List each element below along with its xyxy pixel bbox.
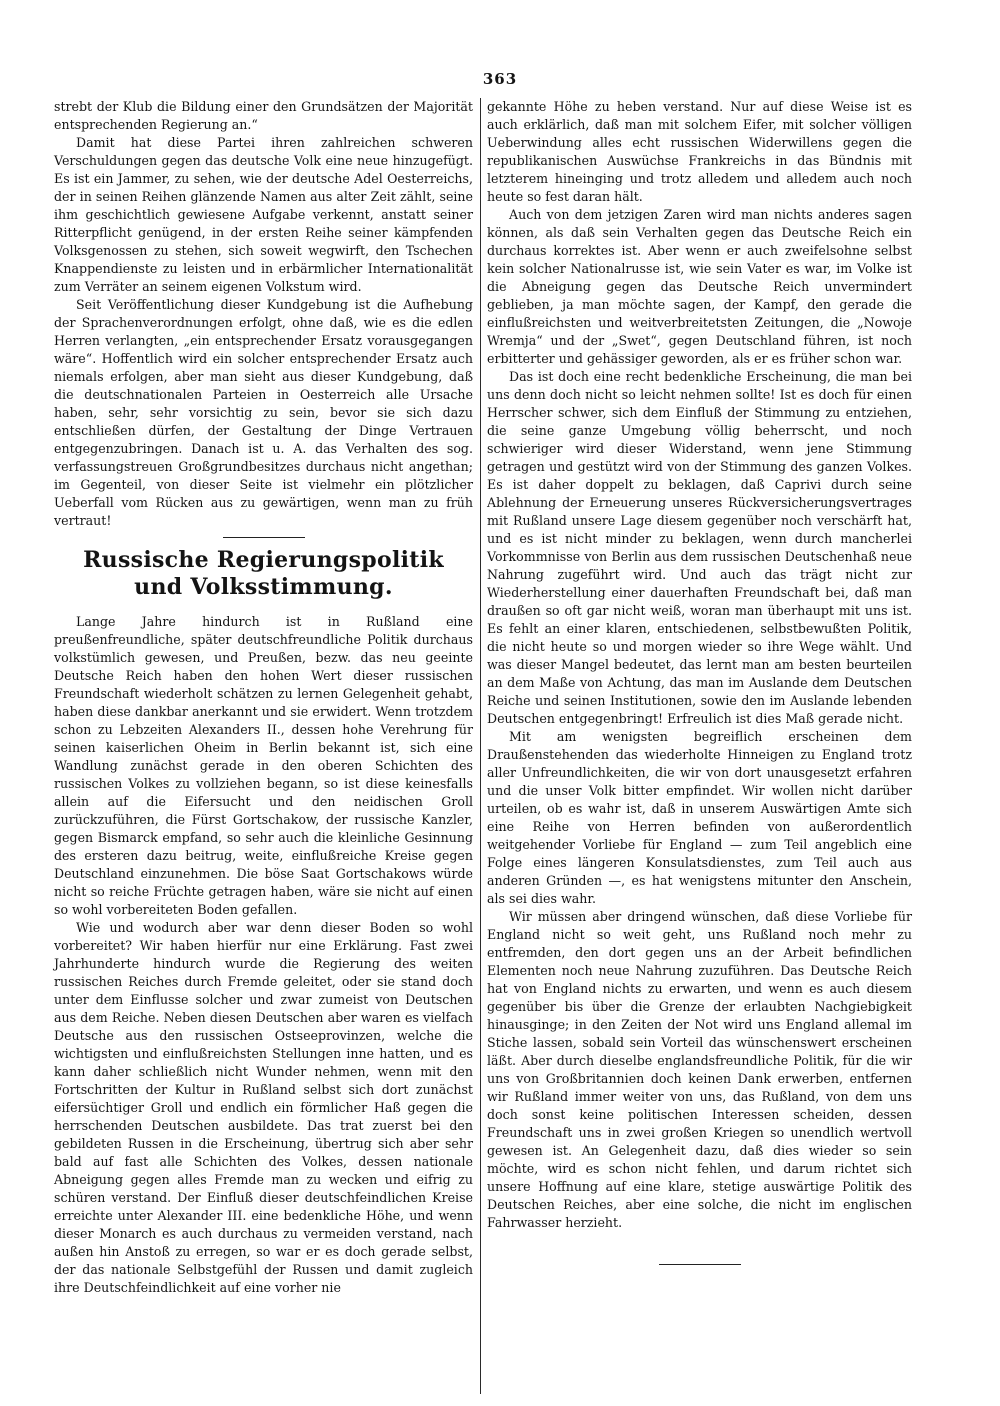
- body-paragraph: Mit am wenigsten begreiflich erscheinen dem Draußenstehenden das wiederholte Hinneigen zu England trotz aller Unfreundlichkeiten, die wir von dort unausgesetzt erfahren und die unser Volk bitter empfindet. Wir wollen nicht darüber urteilen, ob es wahr ist, daß in unserem Auswärtigen Amte sich eine Reihe von Herren befinden von außerordentlich weitgehender Vorliebe für England — zum Teil angeblich eine Folge eines längeren Konsulatsdienstes, zum Teil auch aus anderen Gründen —, es hat wenigstens mitunter den Anschein, als sei dies wahr.: [487, 729, 912, 906]
- article-title: [54, 547, 473, 601]
- continued-paragraph: strebt der Klub die Bildung einer den Grundsätzen der Majorität entsprechenden Regierung an.“: [54, 99, 473, 132]
- left-column: [54, 98, 473, 1297]
- section-separator: [223, 537, 305, 538]
- body-paragraph: Seit Veröffentlichung dieser Kundgebung ist die Aufhebung der Sprachenverordnungen erfolgt, ohne daß, wie es die edlen Herren verlangten, „ein entsprechender Ersatz vorausgegangen wäre“. Hoffentlich wird ein solcher entsprechender Ersatz auch niemals erfolgen, aber man sieht aus dieser Kundgebung, daß die deutschnationalen Parteien in Oesterreich alle Ursache haben, sehr, sehr vorsichtig zu sein, bevor sie sich dazu entschließen dürfen, der Gestaltung der Dinge Vertrauen entgegenzubringen. Danach ist u. A. das Verhalten des sog. verfassungstreuen Großgrundbesitzes durchaus nicht angethan; im Gegenteil, von dieser Seite ist vielmehr ein plötzlicher Ueberfall vom Rücken aus zu gewärtigen, wenn man zu früh vertraut!: [54, 297, 473, 528]
- page-number: 363: [482, 70, 518, 88]
- right-column: [487, 98, 912, 1265]
- end-separator: [659, 1264, 741, 1265]
- body-paragraph: Lange Jahre hindurch ist in Rußland eine preußenfreundliche, später deutschfreundliche Politik durchaus volkstümlich gewesen, und Preußen, bezw. das neu geeinte Deutsche Reich haben den hohen Wert dieser russischen Freundschaft wiederholt schätzen zu lernen Gelegenheit gehabt, haben diese dankbar anerkannt und sie erwidert. Wenn trotzdem schon zu Lebzeiten Alexanders II., dessen hohe Verehrung für seinen kaiserlichen Oheim in Berlin bekannt ist, sich eine Wandlung zunächst gerade in den oberen Schichten des russischen Volkes zu vollziehen begann, so ist diese keinesfalls allein auf die Eifersucht und den neidischen Groll zurückzuführen, die Fürst Gortschakow, der russische Kanzler, gegen Bismarck empfand, so sehr auch die kleinliche Gesinnung des ersteren dazu beitrug, weite, einflußreiche Kreise gegen Deutschland einzunehmen. Die böse Saat Gortschakows würde nicht so reiche Früchte getragen haben, wäre sie nicht auf einen so wohl vorbereiteten Boden gefallen.: [54, 614, 473, 917]
- body-paragraph: Auch von dem jetzigen Zaren wird man nichts anderes sagen können, als daß sein Verhalten gegen das Deutsche Reich ein durchaus korrektes ist. Aber wenn er auch zweifelsohne selbst kein solcher Nationalrusse ist, wie sein Vater es war, im Volke ist die Abneigung gegen das Deutsche Reich unvermindert geblieben, ja man möchte sagen, der Kampf, den gerade die einflußreichsten und weitverbreitetsten Zeitungen, die „Nowoje Wremja“ und der „Swet“, gegen Deutschland führen, ist noch erbitterter und gehässiger geworden, als er es früher schon war.: [487, 207, 912, 366]
- body-paragraph: Wie und wodurch aber war denn dieser Boden so wohl vorbereitet? Wir haben hierfür nur eine Erklärung. Fast zwei Jahrhunderte hindurch wurde die Regierung des weiten russischen Reiches durch Fremde geleitet, oder sie stand doch unter dem Einflusse solcher und zwar zumeist von Deutschen aus dem Reiche. Neben diesen Deutschen aber waren es vielfach Deutsche aus den russischen Ostseeprovinzen, welche die wichtigsten und einflußreichsten Stellungen inne hatten, und es kann daher schließlich nicht Wunder nehmen, wenn mit den Fortschritten der Kultur in Rußland selbst sich dort zunächst eifersüchtiger Groll und endlich ein förmlicher Haß gegen die herrschenden Deutschen ausbildete. Das trat zuerst bei den gebildeten Russen in die Erscheinung, übertrug sich aber sehr bald auf fast alle Schichten des Volkes, dessen nationale Abneigung gegen alles Fremde man zu wecken und eifrig zu schüren verstand. Der Einfluß dieser deutschfeindlichen Kreise erreichte unter Alexander III. eine bedenkliche Höhe, und wenn dieser Monarch es auch durchaus zu vermeiden verstand, nach außen hin Anstoß zu erregen, so war er es doch gerade selbst, der das nationale Selbstgefühl der Russen und damit zugleich ihre Deutschfeindlichkeit auf eine vorher nie: [54, 920, 473, 1295]
- continued-paragraph: gekannte Höhe zu heben verstand. Nur auf diese Weise ist es auch erklärlich, daß man mit solchem Eifer, mit solcher völligen Ueberwindung alles echt russischen Widerwillens gegen die republikanischen Auswüchse Frankreichs in das Bündnis mit letzterem hineinging und trotz alledem und alledem auch noch heute so fest daran hält.: [487, 99, 912, 204]
- body-paragraph: Wir müssen aber dringend wünschen, daß diese Vorliebe für England nicht so weit geht, uns Rußland noch mehr zu entfremden, den dort gegen uns an der Arbeit befindlichen Elementen noch neue Nahrung zuzuführen. Das Deutsche Reich hat von England nichts zu erwarten, und wenn es auch diesem gegenüber bis über die Grenze der erlaubten Nachgiebigkeit hinausginge; in den Zeiten der Not wird uns England allemal im Stiche lassen, sobald sein Vorteil das wünschenswert erscheinen läßt. Aber durch dieselbe englandsfreundliche Politik, für die wir uns von Großbritannien doch keinen Dank erwerben, entfernen wir Rußland immer weiter von uns, das Rußland, von dem uns doch sonst keine politischen Interessen scheiden, dessen Freundschaft uns in zwei großen Kriegen so unendlich wertvoll gewesen ist. An Gelegenheit dazu, daß dies wieder so sein möchte, wird es schon nicht fehlen, und darum richtet sich unsere Hoffnung auf eine klare, stetige auswärtige Politik des Deutschen Reiches, aber eine solche, die nicht im englischen Fahrwasser herzieht.: [487, 909, 912, 1230]
- body-paragraph: Damit hat diese Partei ihren zahlreichen schweren Verschuldungen gegen das deutsche Volk eine neue hinzugefügt. Es ist ein Jammer, zu sehen, wie der deutsche Adel Oesterreichs, der in seinen Reihen glänzende Namen aus alter Zeit zählt, seine ihm geschichtlich gewiesene Aufgabe verkennt, anstatt seiner Ritterpflicht genügend, in der ersten Reihe seiner kämpfenden Volksgenossen zu stehen, sich soweit wegwirft, den Tschechen Knappendienste zu leisten und in erbärmlicher Internationalität zum Verräter an seinem eigenen Volkstum wird.: [54, 135, 473, 294]
- column-divider: [480, 98, 481, 1394]
- article-title-line: und Volksstimmung.: [134, 574, 393, 600]
- body-paragraph: Das ist doch eine recht bedenkliche Erscheinung, die man bei uns denn doch nicht so leicht nehmen sollte! Ist es doch für einen Herrscher schwer, sich dem Einfluß der Stimmung zu entziehen, die seine ganze Umgebung völlig beherrscht, und noch schwieriger wird dieser Widerstand, wenn jene Stimmung getragen und gestützt wird von der Stimmung des ganzen Volkes. Es ist daher doppelt zu beklagen, daß Caprivi durch seine Ablehnung der Erneuerung unseres Rückversicherungsvertrages mit Rußland unsere Lage diesem gegenüber noch verschärft hat, und es ist nicht minder zu beklagen, wenn durch mancherlei Vorkommnisse von Berlin aus dem russischen Deutschenhaß neue Nahrung zugeführt wird. Und auch das trägt nicht zur Wiederherstellung einer dauerhaften Freundschaft bei, daß man draußen so oft gar nicht weiß, woran man überhaupt mit uns ist. Es fehlt an einer klaren, entschiedenen, selbstbewußten Politik, die nicht heute so und morgen wieder so ihre Wege wählt. Und was dieser Mangel bedeutet, das lernt man am besten beurteilen an dem Maße von Achtung, das man im Auslande dem Deutschen Reiche und seinen Institutionen, sowie den im Auslande lebenden Deutschen entgegenbringt! Erfreulich ist dies Maß gerade nicht.: [487, 369, 912, 726]
- article-title-line: Russische Regierungspolitik: [83, 547, 444, 573]
